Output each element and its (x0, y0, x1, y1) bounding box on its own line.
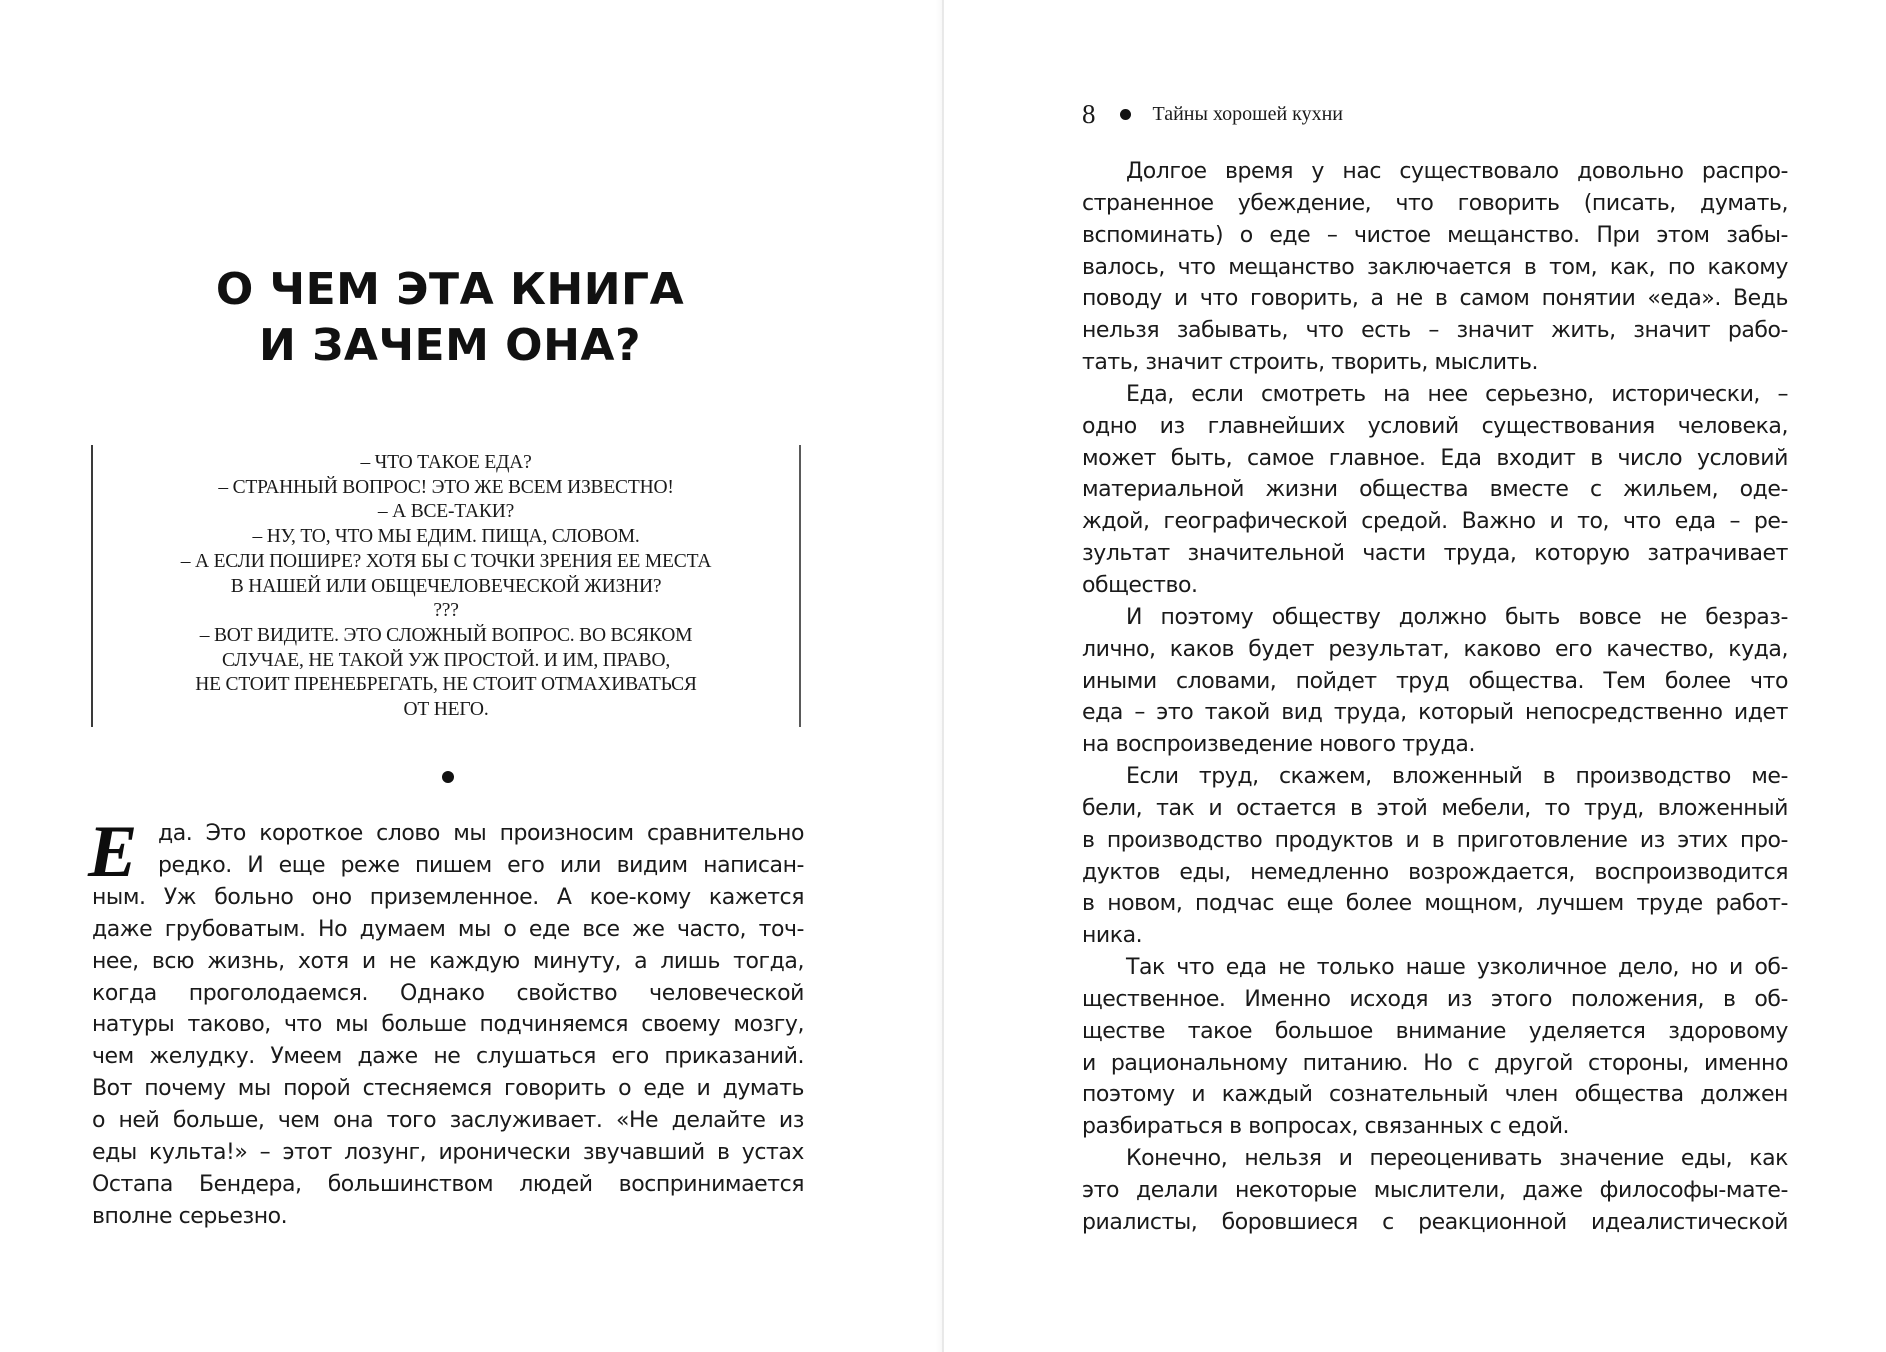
body-line: нельзя забывать, что есть – значит жить, значит рабо- (1082, 318, 1788, 344)
body-line: вполне серьезно. (92, 1203, 288, 1229)
left-page (0, 0, 942, 1352)
body-line: даже грубоватым. Но думаем мы о еде все же часто, точ- (92, 916, 804, 942)
body-line: ждой, географической средой. Важно и то, что еда – ре- (1082, 509, 1788, 535)
epigraph-line: ОТ НЕГО. (403, 699, 489, 721)
epigraph-line: – ВОТ ВИДИТЕ. ЭТО СЛОЖНЫЙ ВОПРОС. ВО ВСЯКОМ (199, 624, 693, 646)
body-line: на воспроизведение нового труда. (1082, 732, 1476, 758)
chapter-title-line-1: О ЧЕМ ЭТА КНИГА (215, 264, 685, 315)
epigraph-line: – НУ, ТО, ЧТО МЫ ЕДИМ. ПИЩА, СЛОВОМ. (252, 526, 640, 548)
body-line: материальной жизни общества вместе с жильем, оде- (1082, 477, 1788, 503)
body-line: страненное убеждение, что говорить (писать, думать, (1082, 190, 1788, 216)
body-line: нее, всю жизнь, хотя и не каждую минуту, а лишь тогда, (92, 948, 804, 974)
epigraph-line: – ЧТО ТАКОЕ ЕДА? (360, 452, 532, 473)
body-line: да. Это короткое слово мы произносим сравнительно (158, 821, 804, 846)
epigraph-line: СЛУЧАЕ, НЕ ТАКОЙ УЖ ПРОСТОЙ. И ИМ, ПРАВО, (221, 649, 671, 671)
body-line: в новом, подчас еще более мощном, лучшем труде работ- (1082, 891, 1788, 917)
paragraph-first-line: Конечно, нельзя и переоценивать значение еды, как (1126, 1146, 1788, 1172)
paragraph-first-line: Еда, если смотреть на нее серьезно, исторически, – (1126, 381, 1788, 407)
body-line: поводу и что говорить, а не в самом понятии «еда». Ведь (1082, 286, 1788, 312)
left-body-text (88, 811, 804, 1233)
body-line: редко. И еще реже пишем его или видим написан- (158, 852, 804, 878)
epigraph-line: НЕ СТОИТ ПРЕНЕБРЕГАТЬ, НЕ СТОИТ ОТМАХИВАТЬСЯ (195, 674, 697, 696)
epigraph-line: В НАШЕЙ ИЛИ ОБЩЕЧЕЛОВЕЧЕСКОЙ ЖИЗНИ? (230, 575, 662, 597)
body-line: в производство продуктов и в приготовление из этих про- (1082, 827, 1788, 853)
body-line: это делали некоторые мыслители, даже философы-мате- (1082, 1178, 1788, 1203)
body-line: вспоминать) о еде – чистое мещанство. При этом забы- (1082, 222, 1788, 248)
body-line: бели, так и остается в этой мебели, то труд, вложенный (1082, 795, 1788, 821)
paragraph-first-line: Долгое время у нас существовало довольно распро- (1126, 159, 1788, 184)
body-line: иными словами, пойдет труд общества. Тем более что (1082, 668, 1788, 694)
epigraph-box (91, 445, 801, 727)
body-line: риалисты, боровшиеся с реакционной идеалистической (1082, 1209, 1788, 1235)
epigraph-line: ??? (433, 600, 459, 622)
body-line: еда – это такой вид труда, который непосредственно идет (1082, 700, 1788, 726)
body-line: когда проголодаемся. Однако свойство человеческой (92, 980, 804, 1006)
section-separator-bullet-icon (442, 771, 454, 783)
body-line: ществе такое большое внимание уделяется здоровому (1082, 1018, 1788, 1044)
header-bullet-icon (1120, 109, 1131, 120)
body-line: одно из главнейших условий существования человека, (1082, 413, 1788, 439)
body-line: чем желудку. Умеем даже не слушаться его приказаний. (92, 1044, 804, 1070)
paragraph-first-line: Так что еда не только наше узколичное дело, но и об- (1126, 955, 1788, 981)
body-line: дуктов еды, немедленно возрождается, воспроизводится (1082, 859, 1788, 885)
chapter-title (92, 262, 808, 374)
body-line: разбираться в вопросах, связанных с едой. (1082, 1114, 1570, 1140)
body-line: поэтому и каждый сознательный член общества должен (1082, 1082, 1788, 1108)
body-line: натуры таково, что мы больше подчиняемся своему мозгу, (92, 1012, 804, 1038)
body-line: ным. Уж больно оно приземленное. А кое-кому кажется (92, 884, 804, 910)
body-line: общество. (1082, 572, 1198, 598)
epigraph-line: – СТРАННЫЙ ВОПРОС! ЭТО ЖЕ ВСЕМ ИЗВЕСТНО! (218, 476, 674, 498)
body-line: может быть, самое главное. Еда входит в число условий (1082, 445, 1788, 471)
body-line: о ней больше, чем она того заслуживает. «Не делайте из (92, 1108, 804, 1134)
right-body-text (1082, 156, 1788, 1239)
epigraph-line: – А ВСЕ-ТАКИ? (377, 501, 515, 523)
body-line: щественное. Именно исходя из этого положения, в об- (1082, 986, 1788, 1012)
body-line: ника. (1082, 923, 1143, 949)
body-line: Вот почему мы порой стесняемся говорить о еде и думать (92, 1076, 804, 1102)
chapter-title-line-2: И ЗАЧЕМ ОНА? (259, 320, 641, 371)
body-line: Остапа Бендера, большинством людей воспринимается (92, 1171, 804, 1197)
page-number: 8 (1082, 99, 1096, 129)
body-line: и рациональному питанию. Но с другой стороны, именно (1082, 1050, 1788, 1076)
body-line: лично, каков будет результат, каково его качество, куда, (1082, 636, 1788, 662)
paragraph-first-line: Если труд, скажем, вложенный в производство ме- (1126, 764, 1788, 790)
running-head-book-title: Тайны хорошей кухни (1152, 103, 1343, 125)
body-line: тать, значит строить, творить, мыслить. (1082, 350, 1539, 376)
epigraph-text (93, 451, 799, 723)
epigraph-line: – А ЕСЛИ ПОШИРЕ? ХОТЯ БЫ С ТОЧКИ ЗРЕНИЯ ЕЕ МЕСТА (180, 550, 712, 572)
running-header (1082, 97, 1343, 131)
right-page (944, 0, 1886, 1352)
body-line: зультат значительной части труда, которую затрачивает (1082, 541, 1788, 567)
paragraph-first-line: И поэтому обществу должно быть вовсе не безраз- (1126, 604, 1788, 630)
body-line: еды культа!» – этот лозунг, иронически звучавший в устах (92, 1140, 804, 1166)
body-line: валось, что мещанство заключается в том, как, по какому (1082, 254, 1788, 280)
drop-cap: Е (88, 811, 138, 893)
